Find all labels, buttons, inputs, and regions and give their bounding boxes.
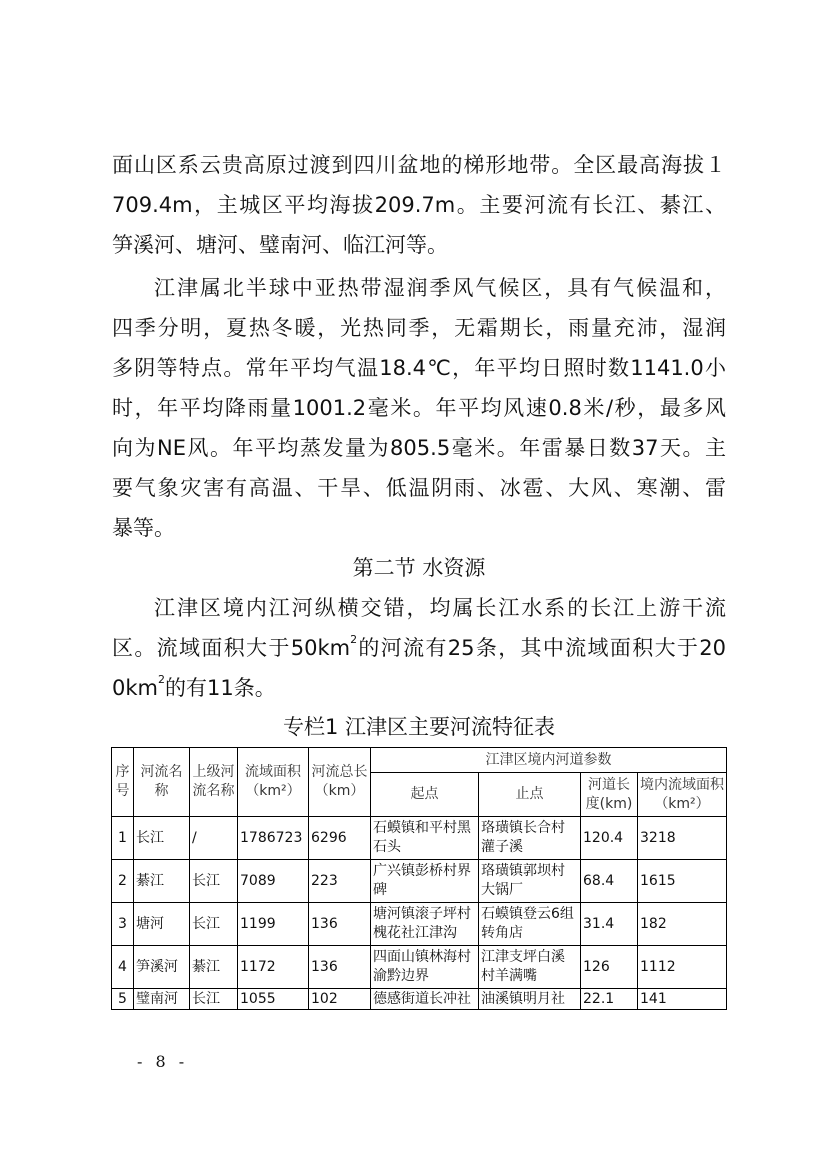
table-cell: 3218 [638,817,727,860]
text-line: 笋溪河、塘河、璧南河、临江河等。 [112,233,448,257]
table-cell: 120.4 [581,817,638,860]
table-cell: 182 [638,903,727,946]
header-cell: 境内流域面积（km²） [638,773,727,817]
table-cell: 68.4 [581,860,638,903]
header-cell: 序号 [112,748,134,817]
text-line: 四季分明，夏热冬暖，光热同季，无霜期长，雨量充沛，湿润 [112,316,726,340]
text-line: 面山区系云贵高原过渡到四川盆地的梯形地带。全区最高海拔１ [112,153,726,177]
table-cell: 1055 [238,989,309,1010]
table-cell: 长江 [190,989,238,1010]
table-cell: 1199 [238,903,309,946]
table-cell: 长江 [190,860,238,903]
header-cell: 河流总长（km） [309,748,371,817]
table-cell: 1 [112,817,134,860]
text-line: 区。流域面积大于$50km^2$的河流有25条，其中流域面积大于20 [112,633,726,660]
table-cell: 珞璜镇长合村灌子溪 [479,817,581,860]
table-cell: 德感街道长冲社 [371,989,479,1010]
header-cell: 上级河流名称 [190,748,238,817]
table-caption: 专栏1 江津区主要河流特征表 [282,715,556,739]
header-cell: 流域面积（km²） [238,748,309,817]
table-cell: 3 [112,903,134,946]
text-line: 向为NE风。年平均蒸发量为805.5毫米。年雷暴日数37天。主 [112,436,726,460]
table-cell: 6296 [309,817,371,860]
page-number: - 8 - [137,1052,189,1071]
body-text [112,145,726,708]
text-line: 时，年平均降雨量1001.2毫米。年平均风速0.8米/秒，最多风 [112,396,726,420]
group-header: 江津区境内河道参数 [371,748,727,773]
table-cell: 136 [309,946,371,989]
header-cell: 起点 [371,773,479,817]
table-cell: 1112 [638,946,727,989]
table-cell: 4 [112,946,134,989]
table-cell: 5 [112,989,134,1010]
river-table [111,747,727,1010]
table-cell: 1172 [238,946,309,989]
table-cell: 油溪镇明月社 [479,989,581,1010]
table-cell: / [190,817,238,860]
table-cell: 四面山镇林海村渝黔边界 [371,946,479,989]
table-cell: 璧南河 [134,989,190,1010]
table-cell: 31.4 [581,903,638,946]
table-cell: 223 [309,860,371,903]
table-cell: 102 [309,989,371,1010]
table-cell: 塘河 [134,903,190,946]
table-cell: 141 [638,989,727,1010]
table-cell: 1786723 [238,817,309,860]
table-cell: 22.1 [581,989,638,1010]
text-line: 江津区境内江河纵横交错，均属长江水系的长江上游干流 [154,596,726,620]
header-cell: 河流名称 [134,748,190,817]
section-title: 第二节 水资源 [352,556,486,580]
text-line: 暴等。 [112,516,175,540]
table-cell: 石蟆镇登云6组转角店 [479,903,581,946]
table-cell: 江津支坪白溪村羊满嘴 [479,946,581,989]
table-row [112,903,727,946]
text-line: 709.4m，主城区平均海拔209.7m。主要河流有长江、綦江、 [112,193,726,217]
table-cell: 7089 [238,860,309,903]
text-line: $0km^2$的有11条。 [112,673,276,700]
table-cell: 石蟆镇和平村黑石头 [371,817,479,860]
table-cell: 长江 [190,903,238,946]
text-line: 多阴等特点。常年平均气温18.4℃，年平均日照时数1141.0小 [112,356,726,380]
table-cell: 长江 [134,817,190,860]
header-cell: 河道长度(km) [581,773,638,817]
table-cell: 136 [309,903,371,946]
table-cell: 2 [112,860,134,903]
table-cell: 笋溪河 [134,946,190,989]
table-cell: 1615 [638,860,727,903]
text-line: 江津属北半球中亚热带湿润季风气候区，具有气候温和， [154,276,726,300]
table-row [112,860,727,903]
table-cell: 126 [581,946,638,989]
table-row [112,946,727,989]
text-line: 要气象灾害有高温、干旱、低温阴雨、冰雹、大风、寒潮、雷 [112,476,726,500]
table-cell: 广兴镇彭桥村界碑 [371,860,479,903]
table-row [112,989,727,1010]
header-cell: 止点 [479,773,581,817]
table-cell: 綦江 [134,860,190,903]
table-row [112,817,727,860]
table-cell: 塘河镇滚子坪村槐花社江津沟 [371,903,479,946]
table-cell: 珞璜镇郭坝村大锅厂 [479,860,581,903]
table-cell: 綦江 [190,946,238,989]
